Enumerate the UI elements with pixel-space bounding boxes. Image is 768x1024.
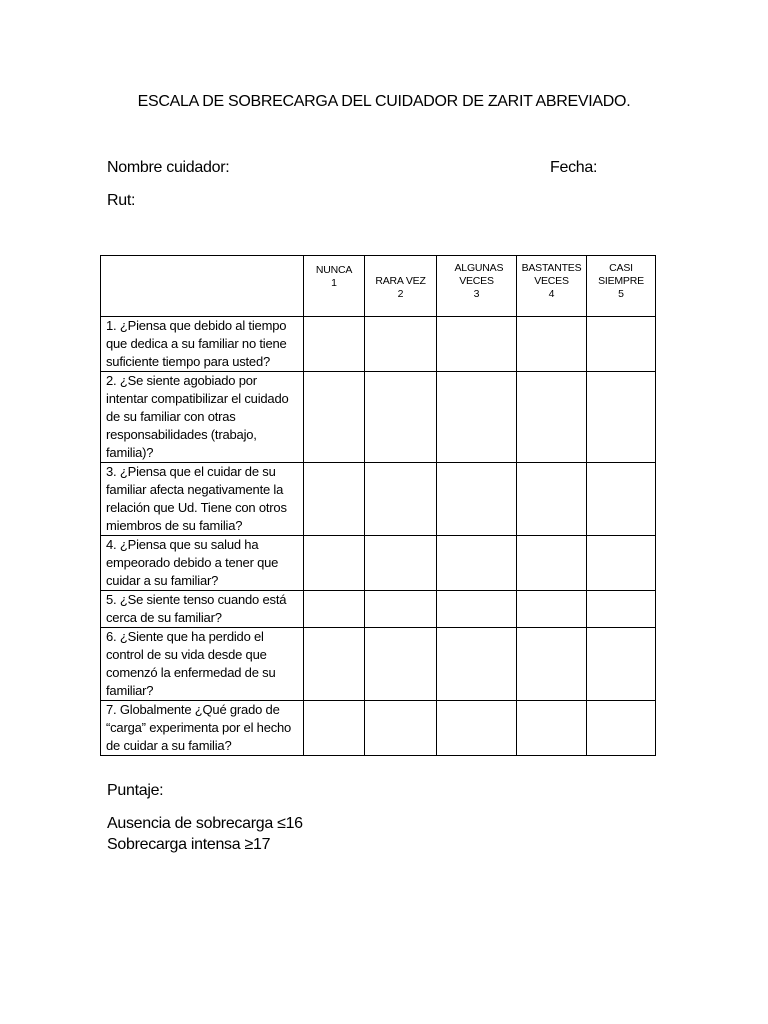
rut-label: Rut: (107, 192, 136, 209)
question-row-3 (101, 463, 656, 536)
score-cell-4[interactable] (517, 628, 587, 701)
caregiver-name-label: Nombre cuidador: (107, 159, 230, 176)
question-row-1 (101, 317, 656, 372)
question-text: 7. Globalmente ¿Qué grado de “carga” experimenta por el hecho de cuidar a su familia? (101, 701, 304, 756)
score-cell-5[interactable] (587, 372, 656, 463)
score-cell-5[interactable] (587, 628, 656, 701)
score-cell-5[interactable] (587, 701, 656, 756)
score-cell-3[interactable] (437, 628, 517, 701)
question-row-7 (101, 701, 656, 756)
question-row-6 (101, 628, 656, 701)
question-text: 2. ¿Se siente agobiado por intentar compatibilizar el cuidado de su familiar con otras responsabilidades (trabajo, familia)? (101, 372, 304, 463)
question-text: 4. ¿Piensa que su salud ha empeorado debido a tener que cuidar a su familiar? (101, 536, 304, 591)
score-intense-threshold: Sobrecarga intensa ≥17 (107, 836, 271, 853)
question-row-2 (101, 372, 656, 463)
header-nunca: NUNCA 1 (304, 256, 365, 317)
score-cell-1[interactable] (304, 317, 365, 372)
question-row-5 (101, 591, 656, 628)
score-cell-1[interactable] (304, 372, 365, 463)
score-cell-3[interactable] (437, 463, 517, 536)
score-cell-2[interactable] (365, 591, 437, 628)
score-cell-2[interactable] (365, 317, 437, 372)
score-title: Puntaje: (107, 782, 164, 799)
score-cell-4[interactable] (517, 317, 587, 372)
score-cell-2[interactable] (365, 628, 437, 701)
question-text: 1. ¿Piensa que debido al tiempo que dedica a su familiar no tiene suficiente tiempo para usted? (101, 317, 304, 372)
score-absence-threshold: Ausencia de sobrecarga ≤16 (107, 815, 303, 832)
score-cell-1[interactable] (304, 628, 365, 701)
score-cell-5[interactable] (587, 463, 656, 536)
score-cell-4[interactable] (517, 536, 587, 591)
score-cell-3[interactable] (437, 372, 517, 463)
score-cell-5[interactable] (587, 317, 656, 372)
score-cell-3[interactable] (437, 536, 517, 591)
header-bastantes-veces: BASTANTES VECES 4 (517, 256, 587, 317)
date-label: Fecha: (550, 159, 598, 176)
score-cell-2[interactable] (365, 536, 437, 591)
score-cell-1[interactable] (304, 701, 365, 756)
score-cell-3[interactable] (437, 317, 517, 372)
question-text: 5. ¿Se siente tenso cuando está cerca de su familiar? (101, 591, 304, 628)
score-cell-4[interactable] (517, 591, 587, 628)
question-text: 6. ¿Siente que ha perdido el control de su vida desde que comenzó la enfermedad de su familiar? (101, 628, 304, 701)
score-cell-5[interactable] (587, 591, 656, 628)
score-cell-4[interactable] (517, 701, 587, 756)
header-row (101, 256, 656, 317)
score-cell-2[interactable] (365, 372, 437, 463)
question-row-4 (101, 536, 656, 591)
question-text: 3. ¿Piensa que el cuidar de su familiar afecta negativamente la relación que Ud. Tiene con otros miembros de su familia? (101, 463, 304, 536)
header-rara-vez: RARA VEZ 2 (365, 256, 437, 317)
score-cell-2[interactable] (365, 463, 437, 536)
score-cell-2[interactable] (365, 701, 437, 756)
score-cell-3[interactable] (437, 701, 517, 756)
header-algunas-veces: ALGUNAS VECES 3 (437, 256, 517, 317)
score-cell-1[interactable] (304, 536, 365, 591)
score-cell-4[interactable] (517, 372, 587, 463)
header-casi-siempre: CASI SIEMPRE 5 (587, 256, 656, 317)
zarit-scale-table (100, 255, 656, 756)
document-title: ESCALA DE SOBRECARGA DEL CUIDADOR DE ZARIT ABREVIADO. (137, 93, 631, 110)
header-empty-cell (101, 256, 304, 317)
score-cell-4[interactable] (517, 463, 587, 536)
score-cell-3[interactable] (437, 591, 517, 628)
score-cell-1[interactable] (304, 463, 365, 536)
score-cell-5[interactable] (587, 536, 656, 591)
score-cell-1[interactable] (304, 591, 365, 628)
